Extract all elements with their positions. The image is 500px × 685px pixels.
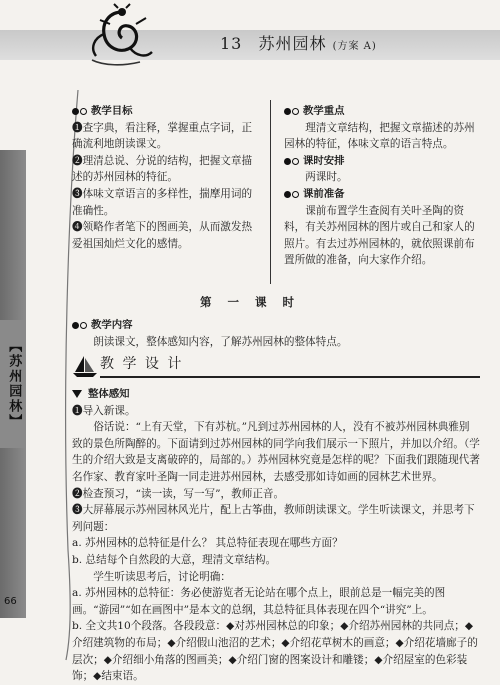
intro-paragraph: 俗话说：“上有天堂，下有苏杭。”凡到过苏州园林的人，没有不被苏州园林典雅别致的景色所陶醉的。下面请到过苏州园林的同学向我们展示一下照片，并加以介绍。（学生的介绍大致是支离破碎的，局部的。）苏州园林究竟是怎样的呢？下面我们跟随现代著名作家、教育家叶圣陶一同走进苏州园林，去感受那如诗如画的园林艺术世界。	[72, 421, 480, 483]
objectives-section	[72, 103, 258, 252]
objective-item: ❹领略作者笔下的图画美，从而激发热爱祖国灿烂文化的感情。	[72, 221, 253, 250]
section-marker-icon	[284, 191, 299, 198]
content-text: 朗读课文，整体感知内容，了解苏州园林的整体特点。	[93, 335, 348, 348]
step-1: ❶导入新课。	[72, 404, 136, 417]
step-3: ❸大屏幕展示苏州园林风光片，配上古筝曲，教师朗读课文。学生听读课文，并思考下列问题：	[72, 504, 475, 533]
answer-b: b. 全文共10个段落。各段段意：◆对苏州园林总的印象；◆介绍苏州园林的共同点；◆介绍建筑物的布局；◆介绍假山池沼的艺术；◆介绍花草树木的画意；◆介绍花墙廊子的层次；◆介绍细小角落的图画美；◆介绍门窗的图案设计和雕镂；◆介绍屋室的色彩装饰；◆结束语。	[72, 620, 478, 683]
overview-section	[72, 386, 480, 685]
overview-heading: 整体感知	[72, 386, 480, 403]
lesson-variant: (方案 A)	[332, 41, 377, 52]
question-a: a. 苏州园林的总特征是什么？ 其总特征表现在哪些方面？	[72, 537, 343, 550]
schedule-text: 两课时。	[305, 171, 348, 184]
lesson-title: 苏州园林	[258, 34, 327, 53]
page-title	[220, 36, 377, 56]
banner-rule	[100, 376, 480, 378]
answer-a: a. 苏州园林的总特征：务必使游览者无论站在哪个点上，眼前总是一幅完美的图画。“游园”“如在画图中”是本文的总纲，其总特征具体表现在四个“讲究”上。	[72, 587, 446, 616]
question-b: b. 总结每个自然段的大意，理清文章结构。	[72, 553, 277, 566]
content-heading: 教学内容	[72, 317, 480, 334]
design-banner	[72, 354, 480, 378]
sailboat-icon	[72, 354, 98, 378]
lesson-number: 13	[220, 34, 243, 53]
page-number: 66	[4, 596, 17, 607]
key-points-heading: 教学重点	[284, 103, 480, 120]
side-label: 【苏州园林】	[0, 320, 26, 448]
discussion-note: 学生听读思考后，讨论明确：	[93, 570, 231, 583]
design-banner-label: 教 学 设 计	[100, 356, 184, 372]
triangle-marker-icon	[72, 390, 82, 398]
section-marker-icon	[72, 108, 87, 115]
objective-item: ❷理清总说、分说的结构，把握文章描述的苏州园林的特征。	[72, 154, 253, 184]
key-points-text: 理清文章结构，把握文章描述的苏州园林的特征，体味文章的语言特点。	[284, 121, 475, 151]
section-marker-icon	[72, 322, 87, 329]
objective-item: ❶查字典，看注释，掌握重点字词，正确流利地朗读课文。	[72, 121, 253, 151]
content-section	[72, 317, 480, 350]
lesson-heading: 第 一 课 时	[200, 295, 301, 309]
column-divider	[270, 100, 271, 284]
right-column	[284, 103, 480, 269]
objective-item: ❸体味文章语言的多样性，揣摩用词的准确性。	[72, 187, 253, 217]
section-marker-icon	[284, 108, 299, 115]
step-2: ❷检查预习，“读一读，写一写”，教师正音。	[72, 487, 285, 500]
preparation-text: 课前布置学生查阅有关叶圣陶的资料，有关苏州园林的图片或自己和家人的照片。有去过苏州园林的，就依照课前布置所做的准备，向大家作介绍。	[284, 204, 475, 267]
section-marker-icon	[284, 158, 299, 165]
objectives-heading: 教学目标	[72, 103, 258, 120]
preparation-heading: 课前准备	[284, 186, 480, 203]
schedule-heading: 课时安排	[284, 153, 480, 170]
dragon-emblem-icon	[84, 4, 160, 68]
